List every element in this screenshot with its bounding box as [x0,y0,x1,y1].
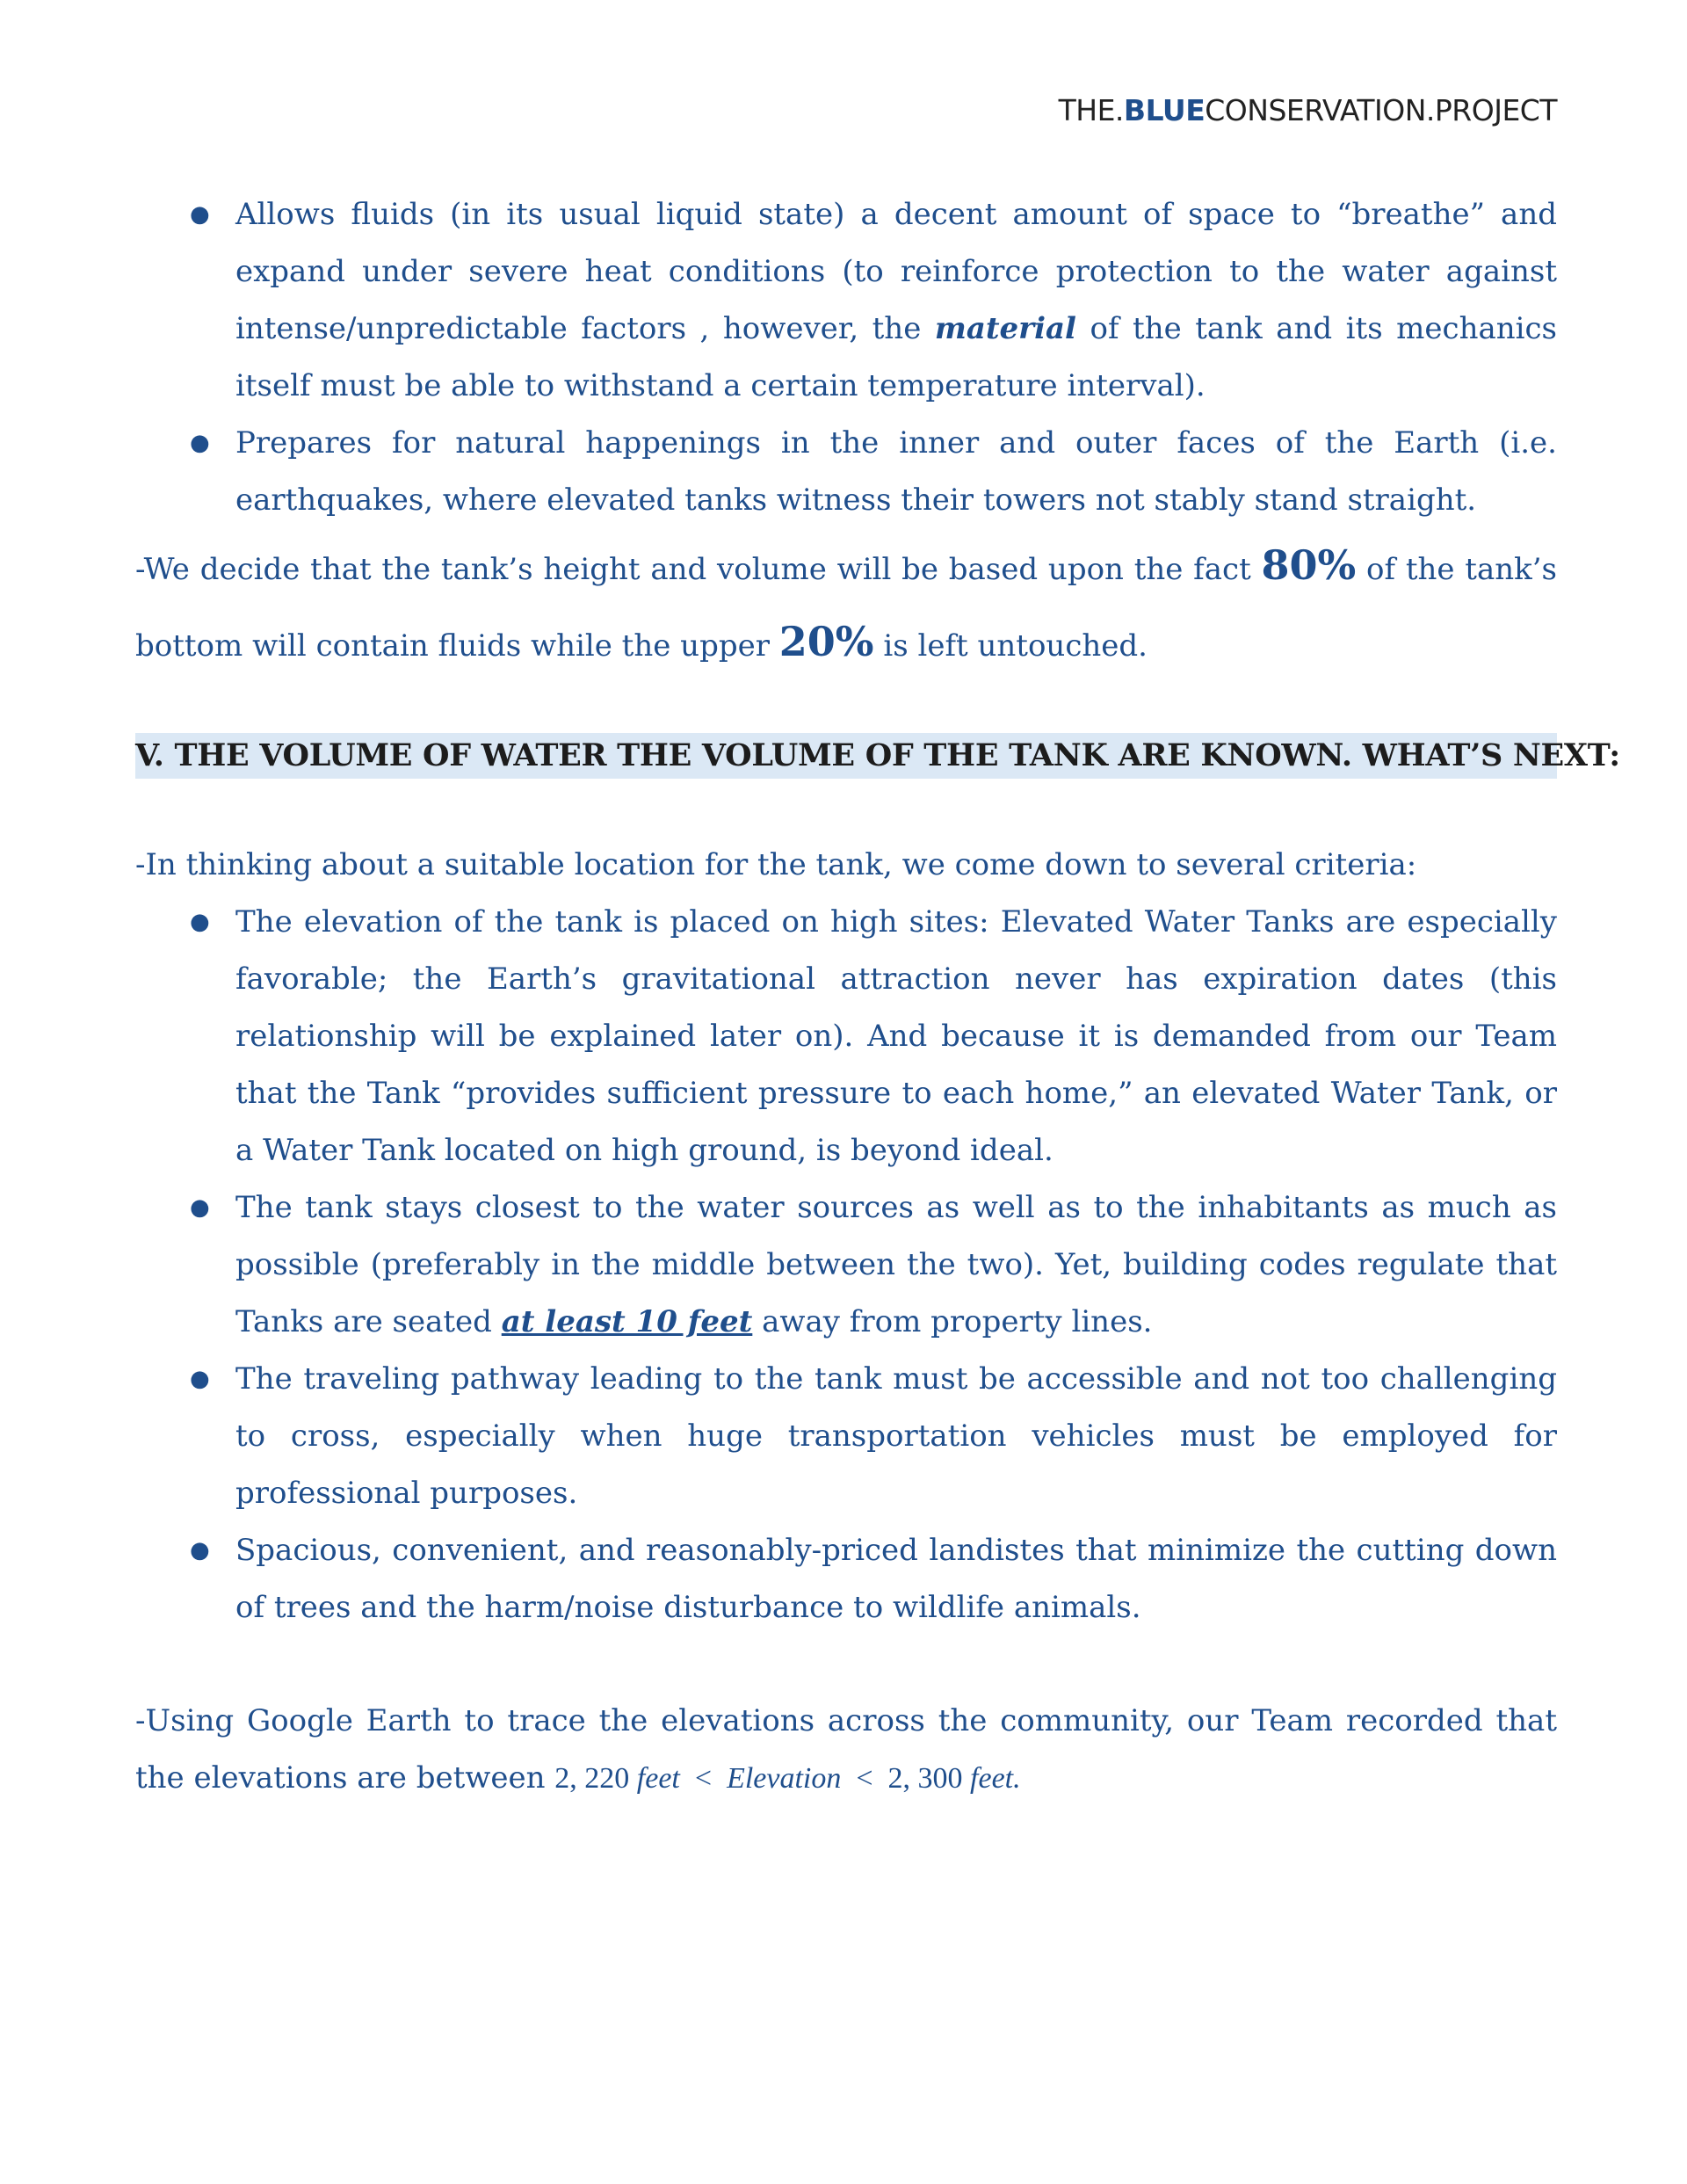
bullet-icon: ● [190,1194,210,1221]
section-heading: V. THE VOLUME OF WATER THE VOLUME OF THE TANK ARE KNOWN. WHAT’S NEXT: [135,733,1557,779]
list-item: ● Prepares for natural happenings in the inner and outer faces of the Earth (i.e. earthquakes, where elevated tanks witness their towers not stably stand straight. [135,415,1557,529]
brand-prefix: THE. [1058,93,1124,127]
emphasis-distance: at least 10 feet [501,1304,753,1339]
percent-80: 80% [1261,541,1357,589]
percent-20: 20% [778,618,874,665]
emphasis-material: material [934,311,1076,346]
criteria-list [135,894,1557,1636]
bullet-icon: ● [190,430,210,456]
list-item: ● The tank stays closest to the water sources as well as to the inhabitants as much as possible (preferably in the middle between the two). Yet, building codes regulate that Tanks are seated at least 10 feet away from property lines. [135,1179,1557,1351]
decision-paragraph: -We decide that the tank’s height and volume will be based upon the fact 80% of the tank’s bottom will contain fluids while the upper 20% is left untouched. [135,541,1557,665]
bullet-icon: ● [190,201,210,228]
bullet-icon: ● [190,909,210,935]
elevation-formula: 2, 220 feet < Elevation < 2, 300 feet. [554,1762,1021,1795]
elevation-paragraph: -Using Google Earth to trace the elevations across the community, our Team recorded that the elevations are between 2, 220 feet < Elevation < 2, 300 feet. [135,1703,1557,1796]
brand-blue: BLUE [1123,93,1206,127]
list-item: ● The traveling pathway leading to the tank must be accessible and not too challenging to cross, especially when huge transportation vehicles must be employed for professional purposes. [135,1351,1557,1522]
criteria-intro: -In thinking about a suitable location for the tank, we come down to several criteria: [135,847,1417,882]
bullet-icon: ● [190,1537,210,1564]
bullet-icon: ● [190,1366,210,1392]
brand-suffix: CONSERVATION.PROJECT [1205,93,1557,127]
document-body [135,186,1620,1807]
list-item: ● Spacious, convenient, and reasonably-priced landistes that minimize the cutting down of trees and the harm/noise disturbance to wildlife animals. [135,1522,1557,1636]
top-bullet-list [135,186,1557,529]
list-item: ● Allows fluids (in its usual liquid state) a decent amount of space to “breathe” and expand under severe heat conditions (to reinforce protection to the water against intense/unpredictable factors , however, the material of the tank and its mechanics itself must be able to withstand a certain temperature interval). [135,186,1557,415]
list-item: ● The elevation of the tank is placed on high sites: Elevated Water Tanks are especially favorable; the Earth’s gravitational attraction never has expiration dates (this relationship will be explained later on). And because it is demanded from our Team that the Tank “provides sufficient pressure to each home,” an elevated Water Tank, or a Water Tank located on high ground, is beyond ideal. [135,894,1557,1179]
brand-header [1059,93,1557,127]
